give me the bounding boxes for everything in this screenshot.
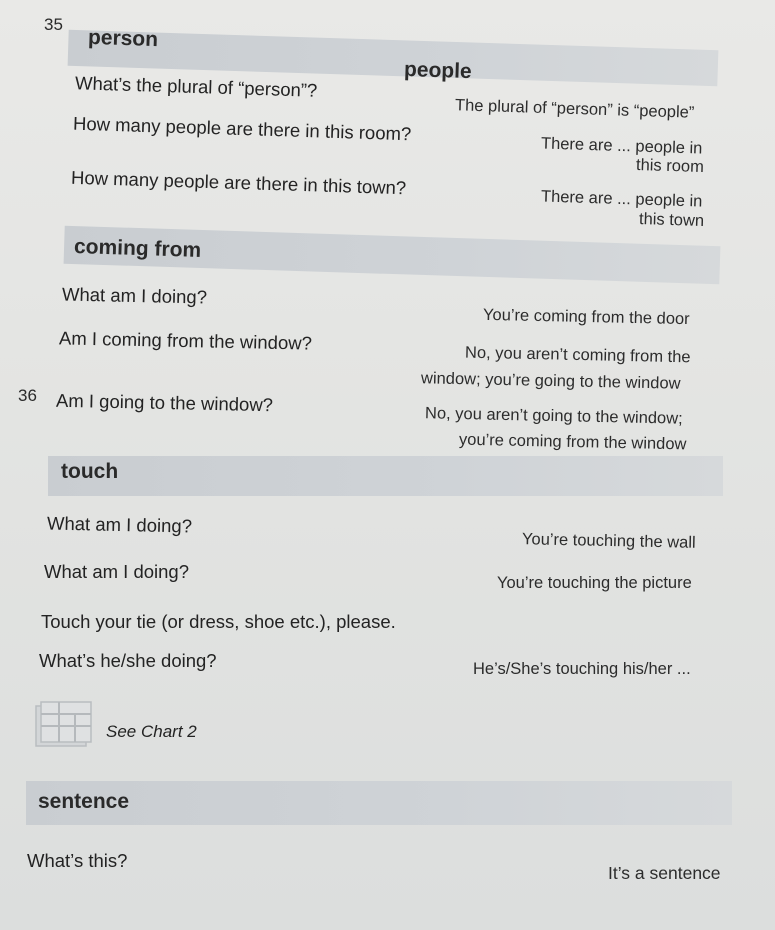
answer-text: You’re touching the wall xyxy=(521,530,696,552)
section-heading-coming-from: coming from xyxy=(73,235,202,262)
question-text: What’s the plural of “person”? xyxy=(74,72,318,101)
answer-text: It’s a sentence xyxy=(608,863,721,883)
answer-text: The plural of “person” is “people” xyxy=(454,96,695,122)
question-text: Am I going to the window? xyxy=(55,389,274,416)
answer-text: There are ... people in xyxy=(540,134,703,158)
answer-text: You’re touching the picture xyxy=(497,574,692,592)
section-number: 35 xyxy=(44,15,63,34)
answer-text: No, you aren’t going to the window; xyxy=(424,404,683,428)
instruction-text: Touch your tie (or dress, shoe etc.), please. xyxy=(41,611,396,632)
section-heading-sentence: sentence xyxy=(38,790,130,813)
question-text: What’s he/she doing? xyxy=(39,650,217,671)
answer-text: this room xyxy=(635,155,705,177)
question-text: What am I doing? xyxy=(46,512,193,537)
answer-text: There are ... people in xyxy=(540,187,703,211)
question-text: What am I doing? xyxy=(61,283,208,308)
answer-text: You’re coming from the door xyxy=(482,305,690,329)
section-number: 36 xyxy=(18,386,37,405)
section-band-touch xyxy=(48,456,723,496)
answer-text: window; you’re going to the window xyxy=(420,369,681,393)
question-text: Am I coming from the window? xyxy=(58,327,313,354)
answer-text: this town xyxy=(638,209,705,231)
question-text: How many people are there in this town? xyxy=(70,166,407,199)
question-text: What am I doing? xyxy=(44,561,189,582)
answer-text: He’s/She’s touching his/her ... xyxy=(473,660,691,678)
answer-heading-people: people xyxy=(403,57,473,84)
question-text: How many people are there in this room? xyxy=(72,112,412,145)
chart-reference: See Chart 2 xyxy=(106,722,197,741)
answer-text: No, you aren’t coming from the xyxy=(464,343,691,367)
section-band-sentence xyxy=(26,781,732,825)
answer-text: you’re coming from the window xyxy=(458,430,687,454)
chart-icon xyxy=(34,700,94,750)
question-text: What’s this? xyxy=(27,850,128,871)
section-heading-touch: touch xyxy=(61,460,119,483)
section-heading-person: person xyxy=(87,25,159,52)
